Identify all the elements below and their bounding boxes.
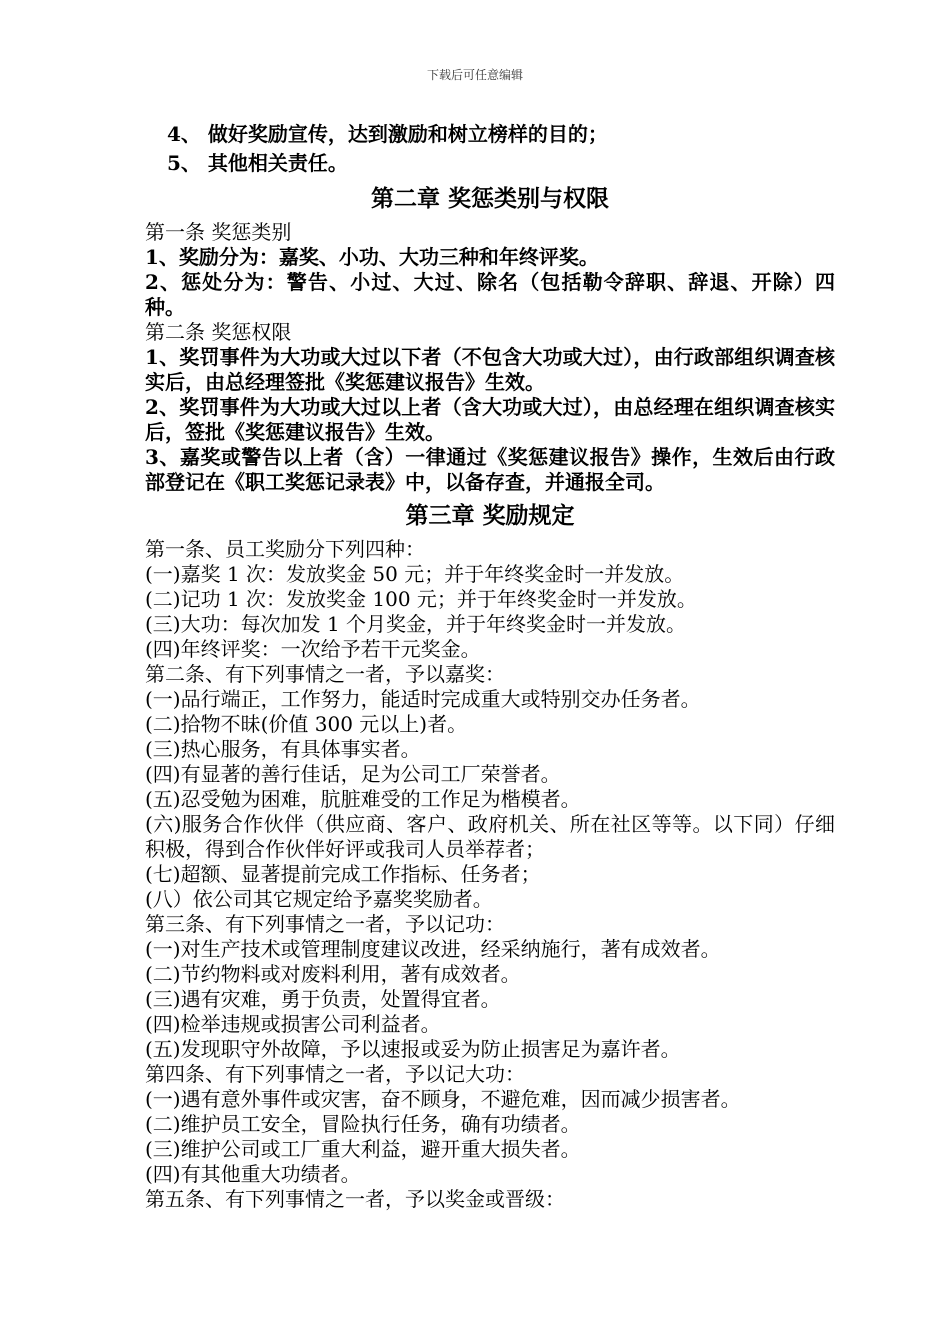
list-item: (二)拾物不昧(价值 300 元以上)者。 — [145, 712, 468, 736]
paragraph: 2、奖罚事件为大功或大过以上者（含大功或大过），由总经理在组织调查核实后，签批《奖惩建议报告》生效。 — [145, 395, 835, 444]
list-item: (四)有显著的善行佳话，足为公司工厂荣誉者。 — [145, 762, 561, 786]
list-item: (一)品行端正，工作努力，能适时完成重大或特别交办任务者。 — [145, 687, 701, 711]
list-item: (一)对生产技术或管理制度建议改进，经采纳施行，著有成效者。 — [145, 937, 721, 961]
article-heading: 第四条、有下列事情之一者，予以记大功： — [145, 1062, 525, 1086]
paragraph: 1、奖罚事件为大功或大过以下者（不包含大功或大过），由行政部组织调查核实后，由总经理签批《奖惩建议报告》生效。 — [145, 345, 835, 394]
list-item: (三)大功：每次加发 1 个月奖金，并于年终奖金时一并发放。 — [145, 612, 687, 636]
list-item: (一)遇有意外事件或灾害，奋不顾身，不避危难，因而减少损害者。 — [145, 1087, 741, 1111]
article-heading: 第一条、员工奖励分下列四种： — [145, 537, 425, 561]
duty-item-4: 4、 做好奖励宣传，达到激励和树立榜样的目的； — [167, 122, 608, 146]
list-item: (五)忍受勉为困难，肮脏难受的工作足为楷模者。 — [145, 787, 581, 811]
list-item: (一)嘉奖 1 次：发放奖金 50 元；并于年终奖金时一并发放。 — [145, 562, 685, 586]
list-item: (四)检举违规或损害公司利益者。 — [145, 1012, 441, 1036]
article-heading: 第二条、有下列事情之一者，予以嘉奖： — [145, 662, 505, 686]
list-item: (五)发现职守外故障，予以速报或妥为防止损害足为嘉许者。 — [145, 1037, 681, 1061]
article-heading: 第五条、有下列事情之一者，予以奖金或晋级： — [145, 1187, 565, 1211]
list-item: (二)节约物料或对废料利用，著有成效者。 — [145, 962, 521, 986]
list-item: (七)超额、显著提前完成工作指标、任务者； — [145, 862, 541, 886]
paragraph: 3、嘉奖或警告以上者（含）一律通过《奖惩建议报告》操作，生效后由行政部登记在《职工奖惩记录表》中，以备存查，并通报全司。 — [145, 445, 835, 494]
paragraph: 1、奖励分为：嘉奖、小功、大功三种和年终评奖。 — [145, 245, 599, 269]
list-item: (四)年终评奖：一次给予若干元奖金。 — [145, 637, 481, 661]
list-item: (二)记功 1 次：发放奖金 100 元；并于年终奖金时一并发放。 — [145, 587, 697, 611]
duty-item-5: 5、 其他相关责任。 — [167, 151, 348, 175]
list-item: (六)服务合作伙伴（供应商、客户、政府机关、所在社区等等。以下同）仔细积极，得到合作伙伴好评或我司人员举荐者； — [145, 812, 835, 861]
list-item: (三)维护公司或工厂重大利益，避开重大损失者。 — [145, 1137, 581, 1161]
list-item: (三)遇有灾难，勇于负责，处置得宜者。 — [145, 987, 501, 1011]
article-heading: 第一条 奖惩类别 — [145, 220, 292, 244]
article-heading: 第三条、有下列事情之一者，予以记功： — [145, 912, 505, 936]
article-heading: 第二条 奖惩权限 — [145, 320, 292, 344]
list-item: (二)维护员工安全，冒险执行任务，确有功绩者。 — [145, 1112, 581, 1136]
paragraph: 2、惩处分为：警告、小过、大过、除名（包括勒令辞职、辞退、开除）四种。 — [145, 270, 835, 319]
list-item: (四)有其他重大功绩者。 — [145, 1162, 361, 1186]
page-header: 下载后可任意编辑 — [426, 68, 523, 82]
list-item: (三)热心服务，有具体事实者。 — [145, 737, 421, 761]
chapter-2-title: 第二章 奖惩类别与权限 — [370, 186, 609, 212]
document-body — [145, 120, 835, 1212]
list-item: (八）依公司其它规定给予嘉奖奖励者。 — [145, 887, 493, 911]
chapter-3-title: 第三章 奖励规定 — [405, 503, 575, 529]
